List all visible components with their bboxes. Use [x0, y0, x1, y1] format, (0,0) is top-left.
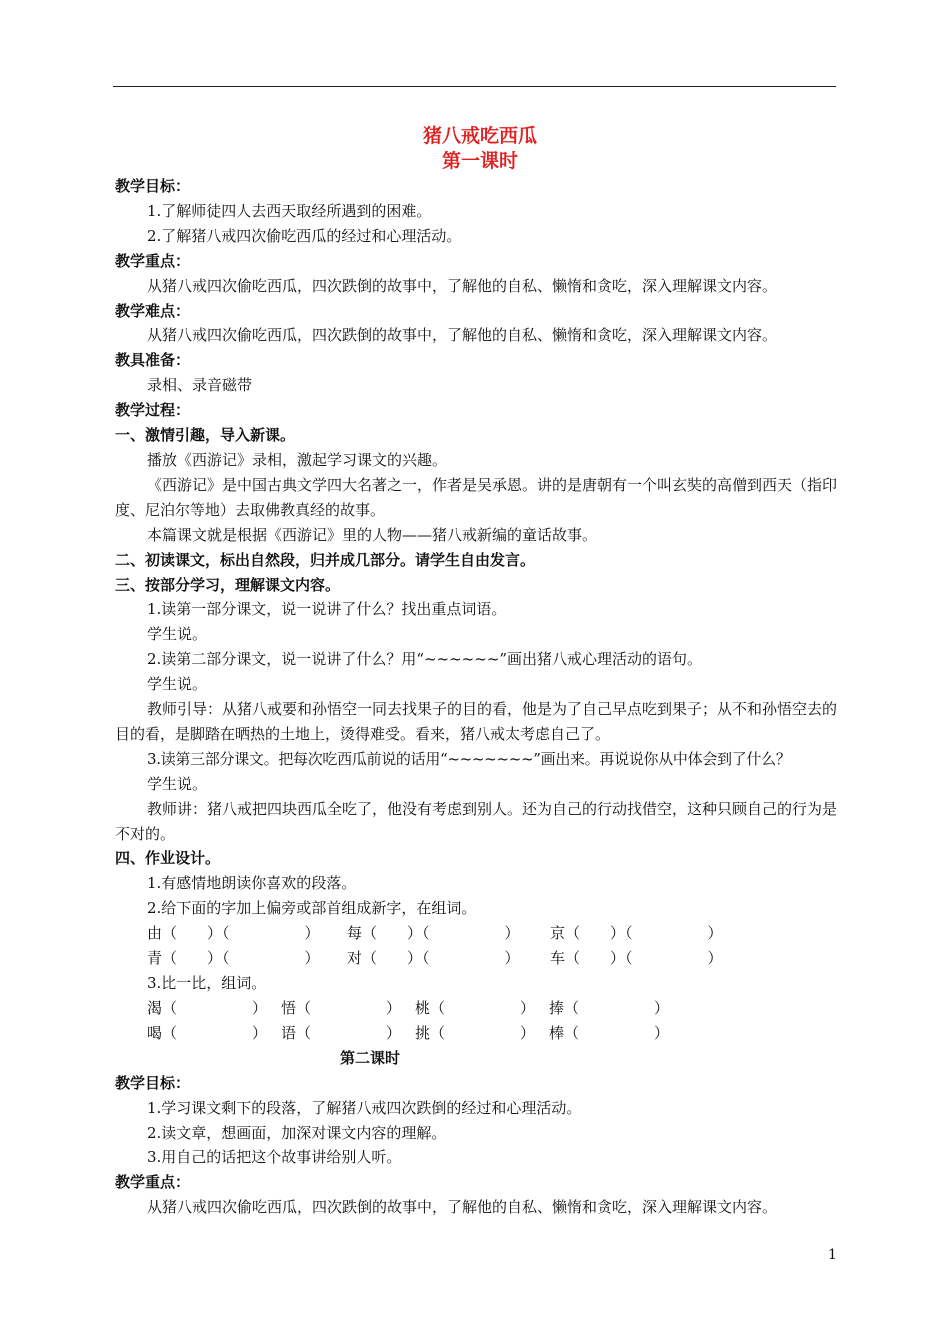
- key-points-text: 从猪八戒四次偷吃西瓜，四次跌倒的故事中，了解他的自私、懒惰和贪吃，深入理解课文内容。: [147, 1198, 778, 1217]
- paragraph-text: 教师引导：从猪八戒要和孙悟空一同去找果子的目的看，他是为了自己早点吃到果子；从不和孙悟空去的目的看，是脚踏在晒热的土地上，烫得难受。看来，猪八戒太考虑自己了。: [115, 700, 838, 743]
- section-key-points: 教学重点：: [115, 1173, 191, 1192]
- process-step-3: 三、按部分学习，理解课文内容。: [115, 575, 341, 594]
- section-materials: 教具准备：: [115, 351, 191, 370]
- document-title: 猪八戒吃西瓜: [422, 125, 537, 147]
- compare-cell: 语（ ）: [281, 1023, 402, 1042]
- paragraph: 3.比一比，组词。: [147, 974, 267, 992]
- paragraph-text: 《西游记》是中国古典文学四大名著之一，作者是吴承恩。讲的是唐朝有一个叫玄奘的高僧到西天（指印度、尼泊尔等地）去取佛教真经的故事。: [115, 475, 838, 519]
- paragraph: 播放《西游记》录相，激起学习课文的兴趣。: [147, 450, 448, 469]
- paragraph: [115, 797, 839, 847]
- compare-cell: 悟（ ）: [281, 998, 402, 1017]
- compare-cell: 挑（ ）: [415, 1023, 536, 1042]
- exercise-row: [115, 946, 845, 971]
- exercise-cell: 每（ ）（ ）: [347, 924, 520, 943]
- paragraph: 2.给下面的字加上偏旁或部首组成新字，在组词。: [147, 899, 477, 918]
- section-goals: 教学目标：: [115, 177, 191, 195]
- lesson-two-heading: 第二课时: [340, 1048, 401, 1067]
- paragraph: 2.读第二部分课文，说一说讲了什么？用“~~~~~~”画出猪八戒心理活动的语句。: [147, 650, 703, 669]
- exercise-row: [115, 921, 845, 946]
- paragraph: 学生说。: [147, 625, 208, 644]
- paragraph: 本篇课文就是根据《西游记》里的人物——猪八戒新编的童话故事。: [147, 525, 598, 544]
- compare-row: [115, 1021, 845, 1046]
- section-key-points: 教学重点：: [115, 251, 191, 270]
- goal-item: 2.读文章，想画面，加深对课文内容的理解。: [147, 1123, 447, 1142]
- paragraph: 1.有感情地朗读你喜欢的段落。: [147, 874, 357, 893]
- compare-row: [115, 996, 845, 1021]
- difficulties-text: 从猪八戒四次偷吃西瓜，四次跌倒的故事中，了解他的自私、懒惰和贪吃，深入理解课文内容。: [147, 326, 778, 345]
- paragraph: [115, 473, 839, 523]
- exercise-cell: 车（ ）（ ）: [550, 949, 723, 968]
- process-step-4: 四、作业设计。: [115, 849, 221, 868]
- exercise-cell: 京（ ）（ ）: [550, 924, 723, 943]
- paragraph: [115, 697, 839, 747]
- section-goals: 教学目标：: [115, 1073, 191, 1092]
- compare-cell: 喝（ ）: [147, 1023, 268, 1042]
- paragraph: 学生说。: [147, 774, 208, 793]
- compare-cell: 桃（ ）: [415, 998, 536, 1017]
- section-difficulties: 教学难点：: [115, 301, 191, 320]
- goal-item: 2.了解猪八戒四次偷吃西瓜的经过和心理活动。: [147, 226, 462, 245]
- exercise-cell: 青（ ）（ ）: [147, 949, 320, 968]
- goal-item: 3.用自己的话把这个故事讲给别人听。: [147, 1148, 402, 1167]
- page-number: 1: [828, 1247, 837, 1263]
- compare-cell: 渴（ ）: [147, 998, 268, 1017]
- paragraph: 3.读第三部分课文。把每次吃西瓜前说的话用“~~~~~~~”画出来。再说说你从中体会到了什么？: [147, 749, 791, 768]
- goal-item: 1.学习课文剩下的段落，了解猪八戒四次跌倒的经过和心理活动。: [147, 1098, 582, 1117]
- paragraph-text: 教师讲：猪八戒把四块西瓜全吃了，他没有考虑到别人。还为自己的行动找借空，这种只顾自己的行为是不对的。: [115, 799, 838, 843]
- compare-cell: 棒（ ）: [549, 1023, 670, 1042]
- key-points-text: 从猪八戒四次偷吃西瓜，四次跌倒的故事中，了解他的自私、懒惰和贪吃，深入理解课文内容。: [147, 276, 778, 295]
- process-step-1: 一、激情引趣，导入新课。: [115, 426, 296, 445]
- compare-cell: 捧（ ）: [549, 998, 670, 1017]
- materials-text: 录相、录音磁带: [147, 376, 253, 395]
- lesson-one-heading: 第一课时: [441, 150, 518, 172]
- paragraph: 学生说。: [147, 675, 208, 694]
- document-body: [115, 124, 845, 1220]
- goal-item: 1.了解师徒四人去西天取经所遇到的困难。: [147, 201, 432, 220]
- process-step-2: 二、初读课文，标出自然段，归并成几部分。请学生自由发言。: [115, 550, 536, 569]
- paragraph: 1.读第一部分课文，说一说讲了什么？找出重点词语。: [147, 600, 507, 619]
- header-rule: [113, 86, 836, 87]
- section-process: 教学过程：: [115, 401, 191, 420]
- exercise-cell: 对（ ）（ ）: [347, 949, 520, 968]
- exercise-cell: 由（ ）（ ）: [147, 924, 320, 943]
